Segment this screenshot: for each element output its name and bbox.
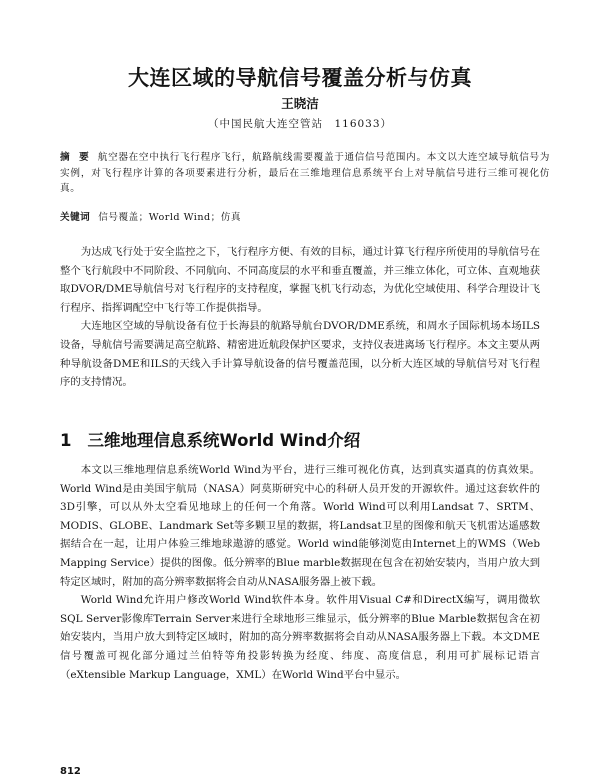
paper-title: 大连区域的导航信号覆盖分析与仿真 bbox=[128, 66, 472, 90]
section-body bbox=[60, 461, 540, 684]
section-heading bbox=[60, 427, 540, 451]
keywords bbox=[60, 209, 550, 223]
author-affiliation: （中国民航大连空管站 116033） bbox=[207, 118, 393, 130]
abstract bbox=[60, 150, 550, 197]
section-paragraph: World Wind允许用户修改World Wind软件本身。软件用Visual C#和DirectX编写，调用微软SQL Server影像库Terrain Server来进行全球地形三维显示，低分辨率的Blue Marble数据包含在初始安装内，当用户放大到特定区域时，附加的高分辨率数据将会自动从NASA服务器上下载。本文DME信号覆盖可视化部分通过兰伯特等角投影转换为经度、纬度、高度信息，利用可扩展标记语言（eXtensible Markup Language，XML）在World Wind平台中显示。 bbox=[60, 594, 540, 681]
section-paragraph: 本文以三维地理信息系统World Wind为平台，进行三维可视化仿真，达到真实逼真的仿真效果。World Wind是由美国宇航局（NASA）阿莫斯研究中心的科研人员开发的开源软件。通过这套软件的3D引擎，可以从外太空看见地球上的任何一个角落。World Wind可以利用Landsat 7、SRTM、MODIS、GLOBE、Landmark Set等多颗卫星的数据，将Landsat卫星的图像和航天飞机雷达遥感数据结合在一起，让用户体验三维地球遨游的感觉。World wind能够浏览由Internet上的WMS（Web Mapping Service）提供的图像。低分辨率的Blue marble数据现在包含在初始安装内，当用户放大到特定区域时，附加的高分辨率数据将会自动从NASA服务器上被下载。 bbox=[60, 464, 540, 588]
intro-paragraph: 为达成飞行处于安全监控之下，飞行程序方便、有效的目标，通过计算飞行程序所使用的导航信号在整个飞行航段中不同阶段、不同航向、不同高度层的水平和垂直覆盖，并三维立体化，可立体、直观地获取DVOR/DME导航信号对飞行程序的支持程度，掌握飞机飞行动态，为优化空域使用、科学合理设计飞行程序、指挥调配空中飞行等工作提供指导。 bbox=[60, 246, 540, 314]
section-number: 1 bbox=[60, 431, 72, 450]
abstract-text: 航空器在空中执行飞行程序飞行，航路航线需要覆盖于通信信号范围内。本文以大连空域导航信号为实例，对飞行程序计算的各项要素进行分析，最后在三维地理信息系统平台上对导航信号进行三维可视化仿真。 bbox=[60, 152, 551, 194]
introduction bbox=[60, 243, 540, 392]
intro-paragraph: 大连地区空域的导航设备有位于长海县的航路导航台DVOR/DME系统，和周水子国际机场本场ILS设备，导航信号需要满足高空航路、精密进近航段保护区要求，支持仪表进离场飞行程序。本文主要从两种导航设备DME和ILS的天线入手计算导航设备的信号覆盖范围，以分析大连区域的导航信号对飞行程序的支持情况。 bbox=[60, 320, 540, 389]
paper-author: 王晓洁 bbox=[281, 96, 319, 111]
keywords-text: 信号覆盖；World Wind；仿真 bbox=[98, 212, 241, 223]
keywords-label: 关键词 bbox=[60, 212, 91, 223]
abstract-label: 摘 要 bbox=[60, 152, 92, 163]
section-title: 三维地理信息系统World Wind介绍 bbox=[87, 431, 361, 450]
page-number: 812 bbox=[60, 766, 81, 777]
